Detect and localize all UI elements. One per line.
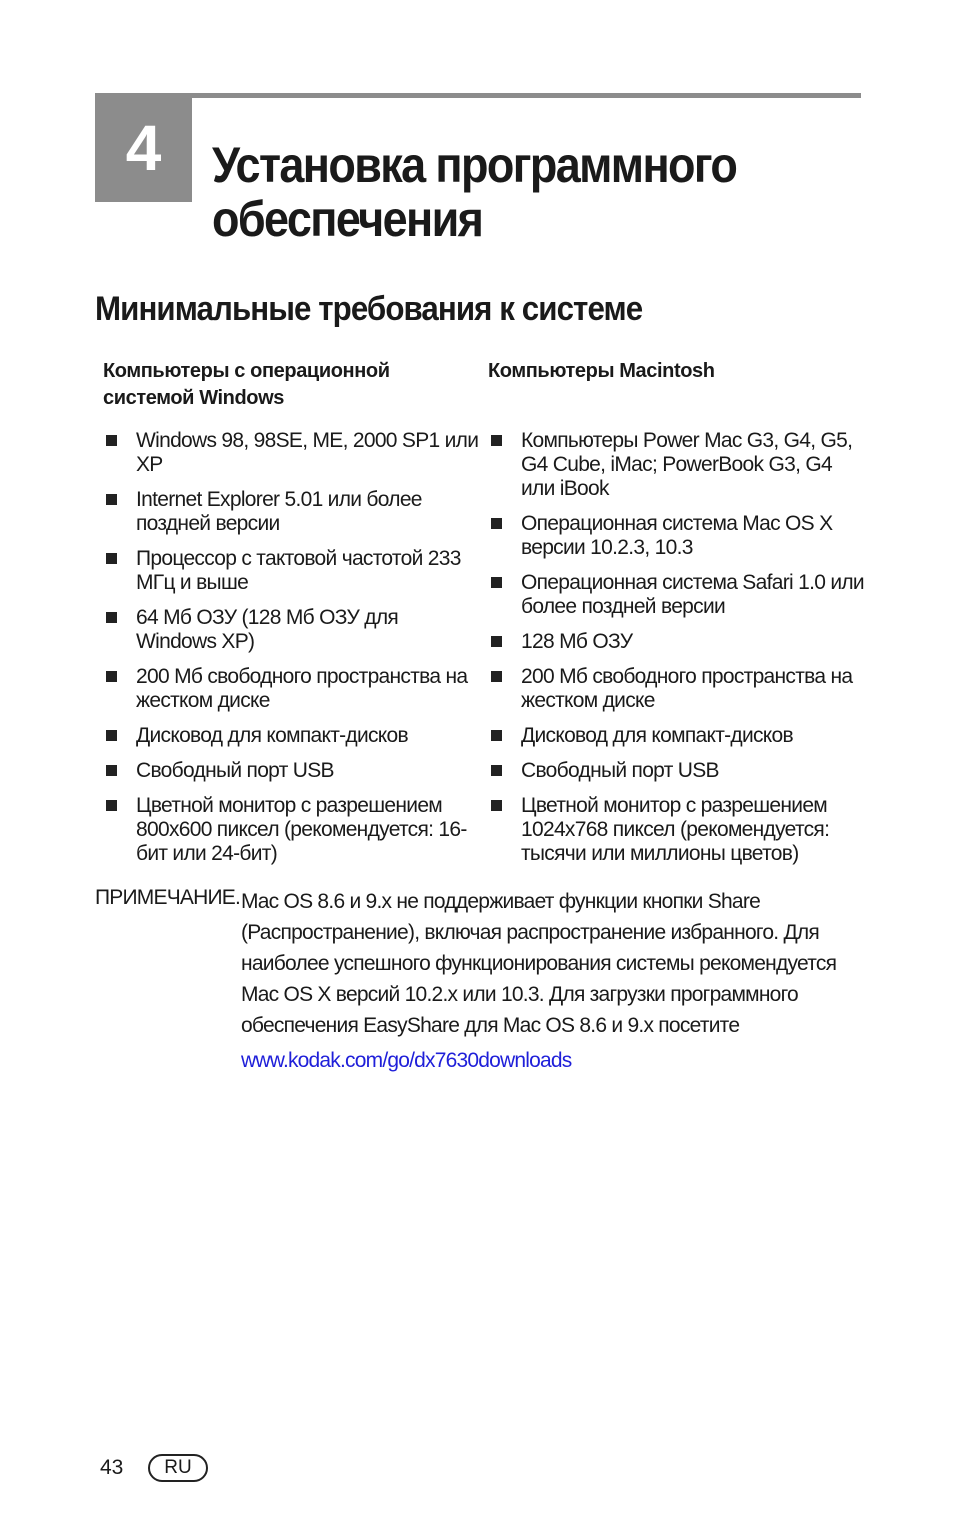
download-link[interactable]: www.kodak.com/go/dx7630downloads xyxy=(241,1049,572,1072)
square-bullet-icon xyxy=(106,553,117,564)
list-item-text: 200 Мб свободного пространства на жестком диске xyxy=(136,665,468,712)
chapter-rule xyxy=(95,93,861,98)
list-item xyxy=(488,665,868,713)
list-item xyxy=(103,759,483,783)
list-item-text: 200 Мб свободного пространства на жестком диске xyxy=(521,665,853,712)
list-item xyxy=(488,630,868,654)
list-item xyxy=(103,606,483,654)
list-item-text: Internet Explorer 5.01 или более поздней версии xyxy=(136,488,422,535)
note-label: ПРИМЕЧАНИЕ. xyxy=(95,886,240,909)
square-bullet-icon xyxy=(491,636,502,647)
square-bullet-icon xyxy=(106,612,117,623)
square-bullet-icon xyxy=(491,800,502,811)
square-bullet-icon xyxy=(106,671,117,682)
list-item xyxy=(103,547,483,595)
square-bullet-icon xyxy=(491,518,502,529)
square-bullet-icon xyxy=(491,671,502,682)
chapter-title: Установка программного обеспечения xyxy=(212,137,737,247)
macintosh-heading: Компьютеры Macintosh xyxy=(488,360,715,382)
list-item xyxy=(103,724,483,748)
square-bullet-icon xyxy=(491,765,502,776)
square-bullet-icon xyxy=(106,730,117,741)
section-heading: Минимальные требования к системе xyxy=(95,290,643,328)
list-item xyxy=(488,724,868,748)
list-item xyxy=(488,429,868,501)
list-item xyxy=(103,665,483,713)
windows-list xyxy=(103,429,483,866)
macintosh-requirements xyxy=(488,358,868,877)
chapter-number: 4 xyxy=(95,93,192,202)
list-item xyxy=(488,571,868,619)
square-bullet-icon xyxy=(491,435,502,446)
square-bullet-icon xyxy=(491,577,502,588)
list-item-text: Компьютеры Power Mac G3, G4, G5, G4 Cube, iMac; PowerBook G3, G4 или iBook xyxy=(521,429,853,500)
list-item-text: Windows 98, 98SE, ME, 2000 SP1 или XP xyxy=(136,429,479,476)
list-item-text: 128 Мб ОЗУ xyxy=(521,630,633,653)
list-item xyxy=(103,488,483,536)
list-item-text: Дисковод для компакт-дисков xyxy=(521,724,793,747)
macintosh-list xyxy=(488,429,868,866)
list-item-text: Операционная система Mac OS X версии 10.2.3, 10.3 xyxy=(521,512,833,559)
square-bullet-icon xyxy=(491,730,502,741)
list-item-text: Свободный порт USB xyxy=(136,759,334,782)
windows-requirements xyxy=(103,358,483,877)
list-item-text: Свободный порт USB xyxy=(521,759,719,782)
square-bullet-icon xyxy=(106,800,117,811)
list-item-text: Дисковод для компакт-дисков xyxy=(136,724,408,747)
note-text: Mac OS 8.6 и 9.x не поддерживает функции кнопки Share (Распространение), включая распространение избранного. Для наиболее успешного функционирования системы рекомендуется Mac OS X версий 10.2.x или 10.3. Для загрузки программного обеспечения EasyShare для Mac OS 8.6 и 9.x посетите xyxy=(241,890,837,1037)
list-item xyxy=(488,794,868,866)
list-item xyxy=(103,794,483,866)
language-badge: RU xyxy=(148,1454,208,1482)
list-item xyxy=(488,759,868,783)
page-number: 43 xyxy=(100,1456,124,1479)
list-item-text: 64 Мб ОЗУ (128 Мб ОЗУ для Windows XP) xyxy=(136,606,399,653)
list-item-text: Цветной монитор с разрешением 800x600 пиксел (рекомендуется: 16-бит или 24-бит) xyxy=(136,794,467,865)
list-item xyxy=(103,429,483,477)
windows-heading: Компьютеры с операционной системой Windows xyxy=(103,360,390,409)
list-item-text: Операционная система Safari 1.0 или более поздней версии xyxy=(521,571,864,618)
square-bullet-icon xyxy=(106,494,117,505)
square-bullet-icon xyxy=(106,435,117,446)
list-item-text: Цветной монитор с разрешением 1024x768 пиксел (рекомендуется: тысячи или миллионы цветов) xyxy=(521,794,830,865)
square-bullet-icon xyxy=(106,765,117,776)
list-item xyxy=(488,512,868,560)
list-item-text: Процессор с тактовой частотой 233 МГц и выше xyxy=(136,547,461,594)
